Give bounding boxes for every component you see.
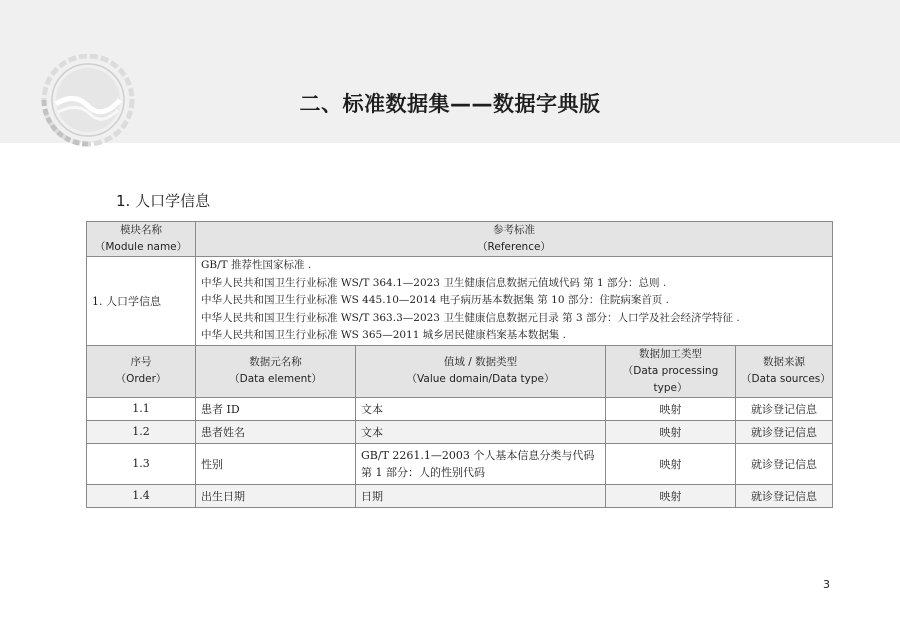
processing-cell: 映射 xyxy=(606,443,736,484)
reference-list xyxy=(196,257,833,346)
domain-cell: GB/T 2261.1—2003 个人基本信息分类与代码 第 1 部分：人的性别代码 xyxy=(356,443,606,484)
reference-item: 中华人民共和国卫生行业标准 WS/T 363.3—2023 卫生健康信息数据元目录 第 3 部分：人口学及社会经济学特征 . xyxy=(201,311,740,324)
column-header-order: 序号 （Order） xyxy=(87,345,196,397)
processing-cell: 映射 xyxy=(606,484,736,507)
column-header-processing: 数据加工类型 （Data processing type） xyxy=(606,345,736,397)
element-cell: 患者姓名 xyxy=(196,420,356,443)
section-heading: 1. 人口学信息 xyxy=(116,192,211,210)
element-cell: 出生日期 xyxy=(196,484,356,507)
table-row xyxy=(87,484,833,507)
reference-header: 参考标准 （Reference） xyxy=(196,222,833,257)
column-header-element: 数据元名称 （Data element） xyxy=(196,345,356,397)
module-row xyxy=(87,257,833,346)
reference-item: 中华人民共和国卫生行业标准 WS/T 364.1—2023 卫生健康信息数据元值域代码 第 1 部分：总则 . xyxy=(201,276,667,289)
source-cell: 就诊登记信息 xyxy=(736,397,833,420)
source-cell: 就诊登记信息 xyxy=(736,443,833,484)
page-title: 二、标准数据集——数据字典版 xyxy=(299,92,601,116)
reference-item: 中华人民共和国卫生行业标准 WS 445.10—2014 电子病历基本数据集 第 10 部分：住院病案首页 . xyxy=(201,294,670,306)
order-cell: 1.4 xyxy=(87,484,196,507)
processing-cell: 映射 xyxy=(606,420,736,443)
order-cell: 1.2 xyxy=(87,420,196,443)
page-number: 3 xyxy=(823,578,830,591)
domain-cell: 文本 xyxy=(356,397,606,420)
domain-cell: 文本 xyxy=(356,420,606,443)
order-cell: 1.1 xyxy=(87,397,196,420)
column-header-domain: 值域 / 数据类型 （Value domain/Data type） xyxy=(356,345,606,397)
order-cell: 1.3 xyxy=(87,443,196,484)
column-header-row xyxy=(87,345,833,397)
module-name-header: 模块名称 （Module name） xyxy=(87,222,196,257)
column-header-source: 数据来源 （Data sources） xyxy=(736,345,833,397)
element-cell: 性别 xyxy=(196,443,356,484)
data-dictionary-table xyxy=(86,221,833,508)
table-row xyxy=(87,420,833,443)
source-cell: 就诊登记信息 xyxy=(736,484,833,507)
module-header-row xyxy=(87,222,833,257)
element-cell: 患者 ID xyxy=(196,397,356,420)
domain-cell: 日期 xyxy=(356,484,606,507)
module-name-cell: 1. 人口学信息 xyxy=(87,257,196,346)
processing-cell: 映射 xyxy=(606,397,736,420)
reference-item: 中华人民共和国卫生行业标准 WS 365—2011 城乡居民健康档案基本数据集 . xyxy=(201,329,566,341)
reference-item: GB/T 推荐性国家标准 . xyxy=(201,259,312,271)
table-row xyxy=(87,397,833,420)
table-row xyxy=(87,443,833,484)
source-cell: 就诊登记信息 xyxy=(736,420,833,443)
